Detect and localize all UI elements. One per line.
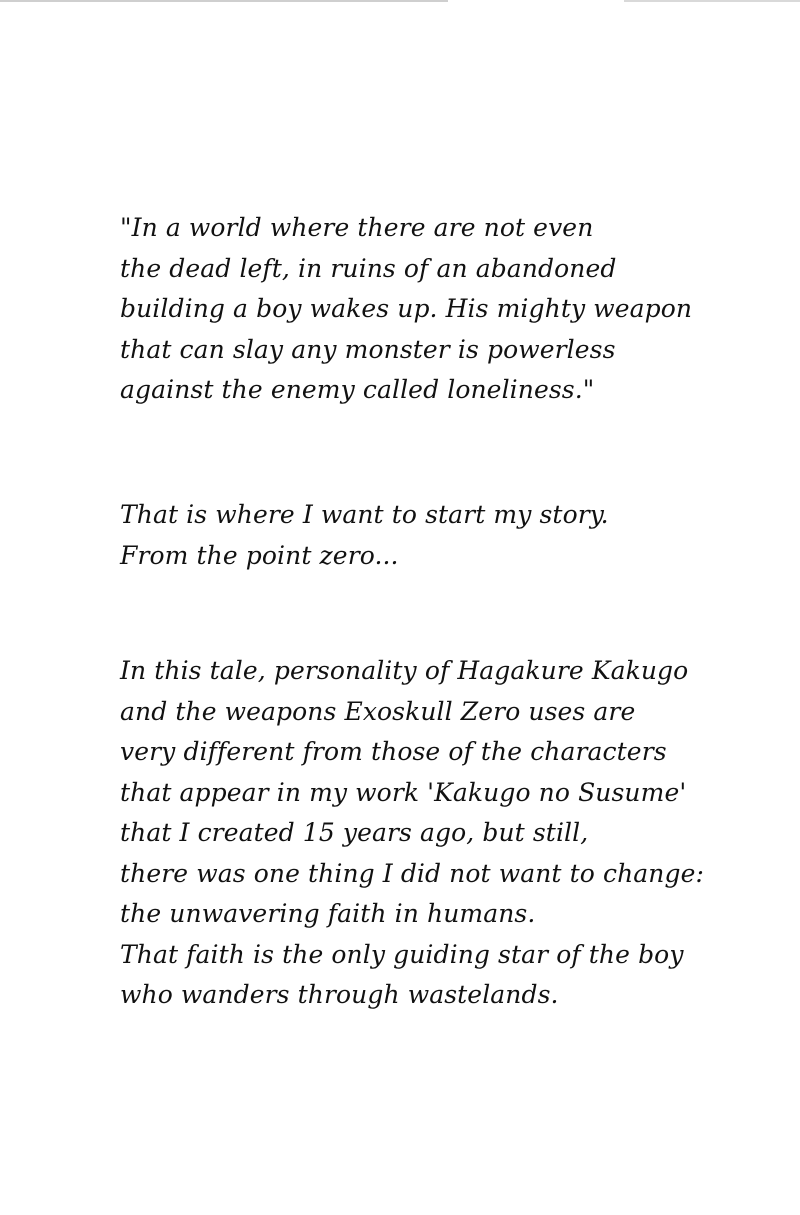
text-line: From the point zero... bbox=[120, 540, 399, 570]
text-line: against the enemy called loneliness." bbox=[120, 375, 595, 404]
text-line: there was one thing I did not want to change: bbox=[120, 858, 704, 888]
quote-paragraph bbox=[120, 208, 760, 411]
text-line: that can slay any monster is powerless bbox=[120, 334, 616, 364]
text-line: the unwavering faith in humans. bbox=[120, 899, 536, 928]
text-line: "In a world where there are not even bbox=[120, 213, 594, 242]
text-line: very different from those of the characters bbox=[120, 737, 667, 766]
body-paragraph bbox=[120, 651, 760, 1016]
text-line: In this tale, personality of Hagakure Kakugo bbox=[120, 656, 689, 685]
text-line: That is where I want to start my story. bbox=[120, 500, 609, 529]
text-line: and the weapons Exoskull Zero uses are bbox=[120, 696, 636, 726]
intro-paragraph bbox=[120, 495, 760, 576]
scan-top-edge bbox=[0, 0, 800, 2]
text-line: that appear in my work 'Kakugo no Susume' bbox=[120, 777, 687, 807]
text-line: that I created 15 years ago, but still, bbox=[120, 818, 589, 847]
text-line: building a boy wakes up. His mighty weapon bbox=[120, 294, 693, 323]
text-line: who wanders through wastelands. bbox=[120, 980, 559, 1009]
text-line: the dead left, in ruins of an abandoned bbox=[120, 253, 617, 283]
text-line: That faith is the only guiding star of the boy bbox=[120, 939, 684, 969]
